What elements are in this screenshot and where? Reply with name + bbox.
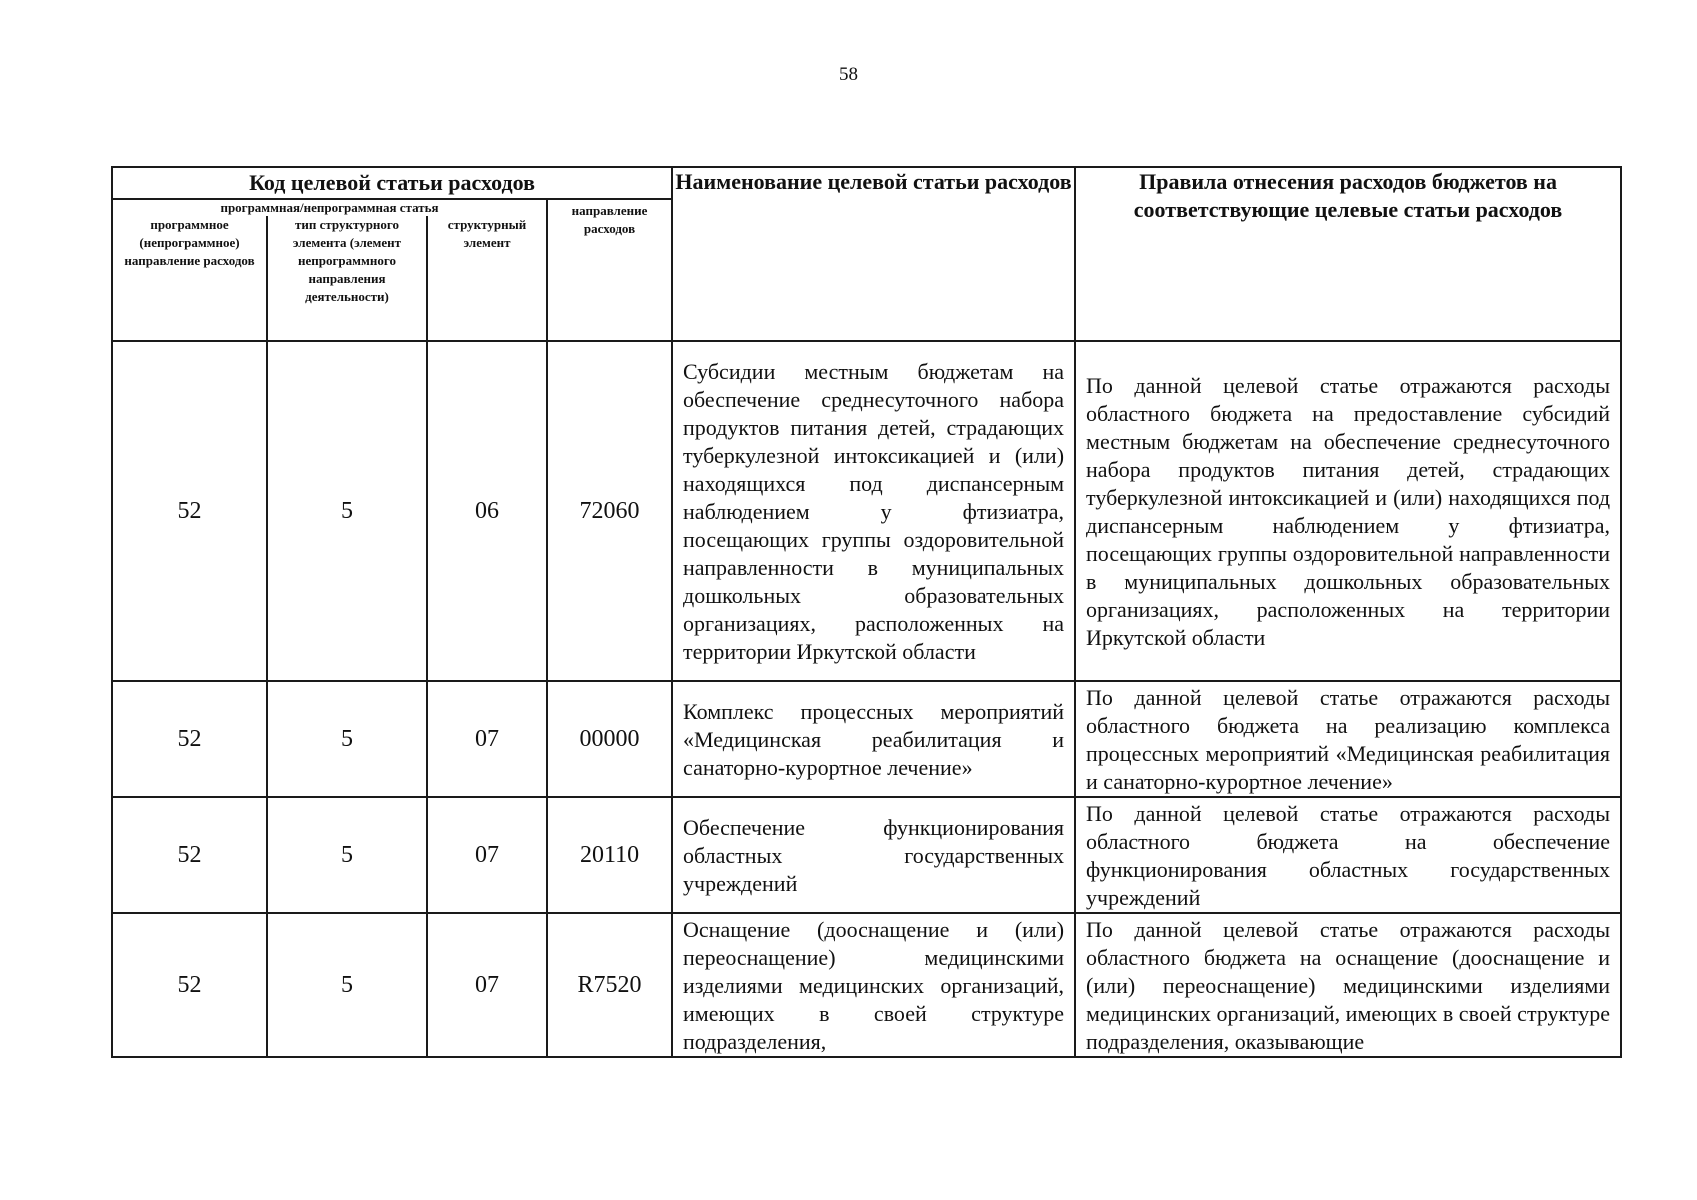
table-row (112, 681, 1621, 797)
header-structural-type: тип структурного элемента (элемент непрограммного направления деятельности) (267, 216, 427, 341)
cell-name: Обеспечение функционирования областных государственных учреждений (672, 797, 1075, 913)
cell-program-direction: 52 (112, 913, 267, 1057)
cell-structural-type: 5 (267, 341, 427, 681)
cell-structural-element: 07 (427, 797, 547, 913)
table-row (112, 913, 1621, 1057)
cell-structural-element: 07 (427, 913, 547, 1057)
cell-name: Оснащение (дооснащение и (или) переоснащение) медицинскими изделиями медицинских организаций, имеющих в своей структуре подразделения, (672, 913, 1075, 1057)
page-number: 58 (839, 64, 858, 85)
cell-expense-direction: 72060 (547, 341, 672, 681)
header-program-direction: программное (непрограммное) направление расходов (112, 216, 267, 341)
header-name-title: Наименование целевой статьи расходов (672, 167, 1075, 341)
cell-name: Субсидии местным бюджетам на обеспечение среднесуточного набора продуктов питания детей, страдающих туберкулезной интоксикацией и (или) находящихся под диспансерным наблюдением у фтизиатра, посещающих группы оздоровительной направленности в муниципальных дошкольных образовательных организациях, расположенных на территории Иркутской области (672, 341, 1075, 681)
cell-program-direction: 52 (112, 341, 267, 681)
cell-structural-type: 5 (267, 797, 427, 913)
cell-rule: По данной целевой статье отражаются расходы областного бюджета на предоставление субсидий местным бюджетам на обеспечение среднесуточного набора продуктов питания детей, страдающих туберкулезной интоксикацией и (или) находящихся под диспансерным наблюдением у фтизиатра, посещающих группы оздоровительной направленности в муниципальных дошкольных образовательных организациях, расположенных на территории Иркутской области (1075, 341, 1621, 681)
header-rules-title: Правила отнесения расходов бюджетов на соответствующие целевые статьи расходов (1075, 167, 1621, 341)
cell-structural-element: 07 (427, 681, 547, 797)
cell-expense-direction: R7520 (547, 913, 672, 1057)
cell-expense-direction: 00000 (547, 681, 672, 797)
cell-program-direction: 52 (112, 797, 267, 913)
header-structural-element: структурный элемент (427, 216, 547, 341)
header-expense-direction: направление расходов (547, 199, 672, 341)
header-row-1 (112, 167, 1621, 199)
cell-program-direction: 52 (112, 681, 267, 797)
cell-rule: По данной целевой статье отражаются расходы областного бюджета на обеспечение функционирования областных государственных учреждений (1075, 797, 1621, 913)
cell-rule: По данной целевой статье отражаются расходы областного бюджета на реализацию комплекса процессных мероприятий «Медицинская реабилитация и санаторно-курортное лечение» (1075, 681, 1621, 797)
cell-rule: По данной целевой статье отражаются расходы областного бюджета на оснащение (дооснащение и (или) переоснащение) медицинскими изделиями медицинских организаций, имеющих в своей структуре подразделения, оказывающие (1075, 913, 1621, 1057)
table-row (112, 341, 1621, 681)
cell-expense-direction: 20110 (547, 797, 672, 913)
table-row (112, 797, 1621, 913)
cell-structural-type: 5 (267, 681, 427, 797)
target-expense-table (111, 166, 1622, 1058)
cell-name: Комплекс процессных мероприятий «Медицинская реабилитация и санаторно-курортное лечение» (672, 681, 1075, 797)
header-code-title: Код целевой статьи расходов (112, 167, 672, 199)
cell-structural-type: 5 (267, 913, 427, 1057)
cell-structural-element: 06 (427, 341, 547, 681)
header-program-article: программная/непрограммная статья (112, 199, 547, 216)
